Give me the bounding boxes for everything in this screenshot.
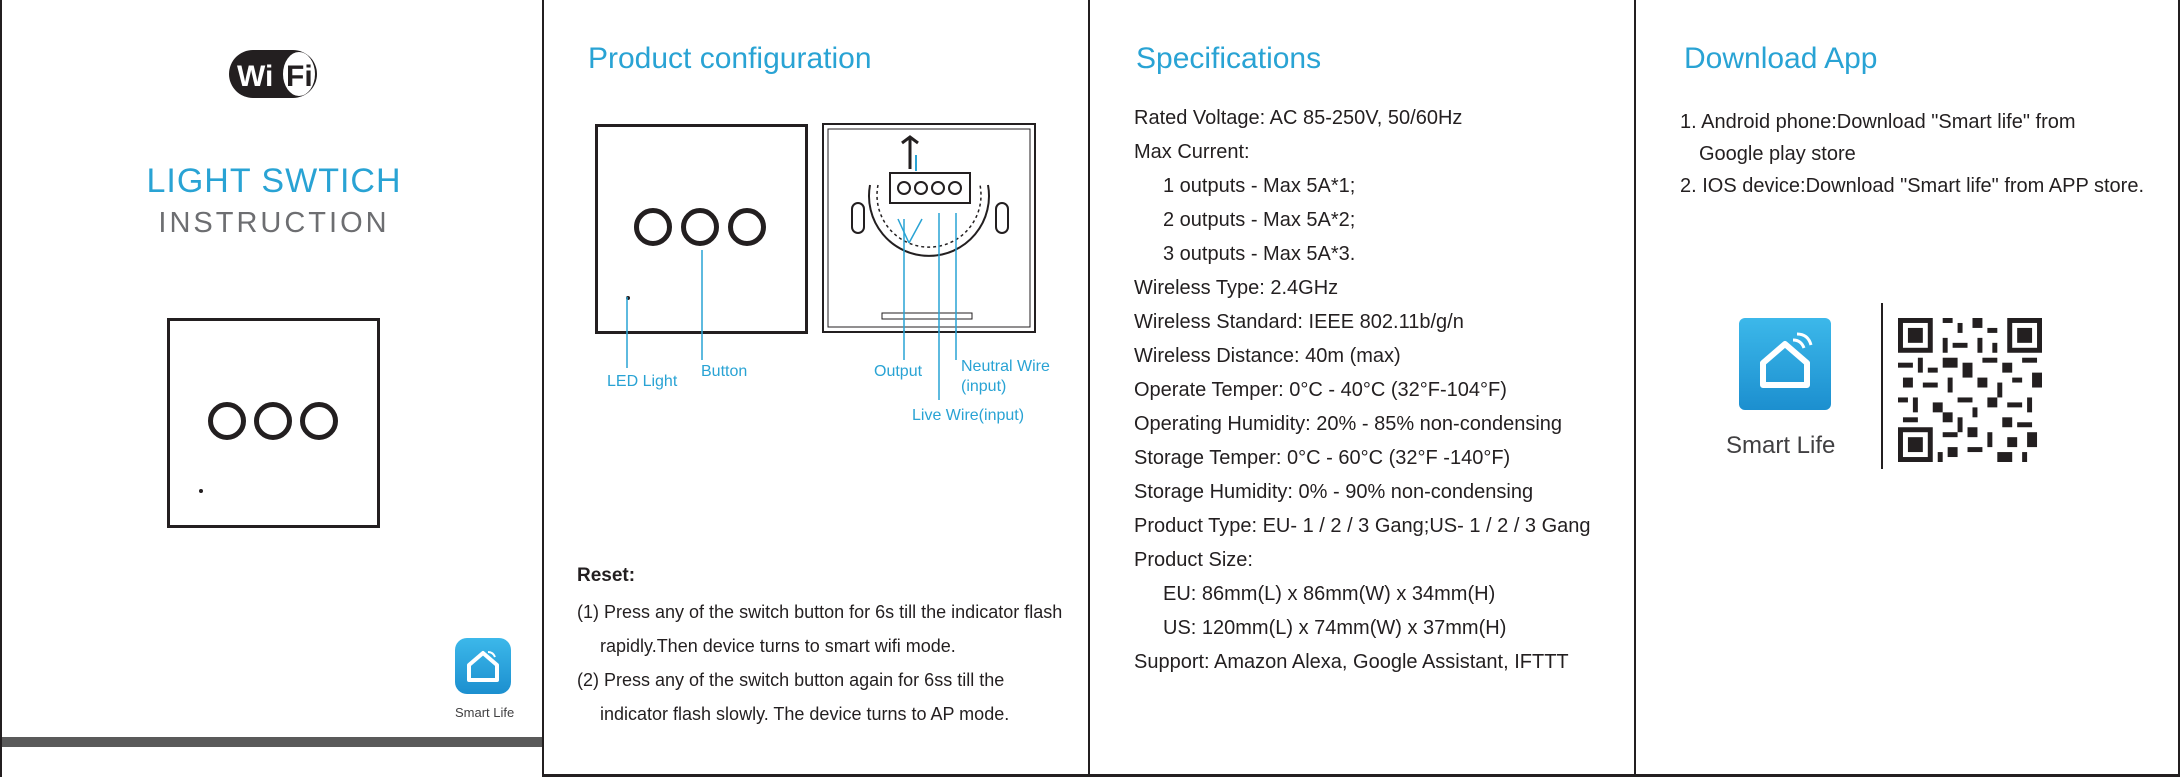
svg-text:Wi: Wi [237,60,274,93]
label-led-light: LED Light [607,373,678,390]
download-heading: Download App [1684,42,1878,75]
app-caption: Smart Life [455,705,515,720]
smart-life-app-icon [1739,318,1831,410]
specifications-panel [1088,0,1636,777]
spec-item: Storage Temper: 0°C - 60°C (32°F -140°F) [1134,447,1511,469]
spec-item: Product Type: EU- 1 / 2 / 3 Gang;US- 1 / 2 / 3 Gang [1134,515,1591,537]
divider [1881,303,1883,469]
configuration-panel [542,0,1090,777]
configuration-heading: Product configuration [588,42,872,75]
spec-item: 2 outputs - Max 5A*2; [1163,209,1356,231]
spec-item: EU: 86mm(L) x 86mm(W) x 34mm(H) [1163,583,1496,605]
download-line-1: 1. Android phone:Download "Smart life" from [1680,111,2076,133]
qr-code-icon [1898,318,2042,462]
spec-item: Support: Amazon Alexa, Google Assistant, IFTTT [1134,651,1569,673]
spec-item: Wireless Distance: 40m (max) [1134,345,1401,367]
switch-button-1 [208,402,246,440]
bottom-bar [2,737,544,747]
switch-button-3 [300,402,338,440]
house-icon [1739,318,1831,410]
smart-life-app-icon [455,638,511,694]
spec-item: 3 outputs - Max 5A*3. [1163,243,1356,265]
reset-line-2: rapidly.Then device turns to smart wifi mode. [600,636,956,656]
spec-item: Product Size: [1134,549,1253,571]
led-indicator [199,489,203,493]
label-live-wire: Live Wire(input) [912,407,1025,424]
switch-button-2 [254,402,292,440]
product-subtitle: INSTRUCTION [158,207,390,239]
specifications-heading: Specifications [1136,42,1322,75]
reset-line-1: (1) Press any of the switch button for 6s till the indicator flash [577,602,1063,622]
spec-list [1134,101,1591,679]
spec-item: 1 outputs - Max 5A*1; [1163,175,1356,197]
download-line-3: 2. IOS device:Download "Smart life" from APP store. [1680,175,2145,197]
spec-item: Operating Humidity: 20% - 85% non-condensing [1134,413,1563,435]
download-line-2: Google play store [1699,143,1856,165]
reset-title: Reset: [577,565,636,586]
label-output: Output [874,363,923,380]
switch-illustration [167,318,380,528]
spec-item: Wireless Type: 2.4GHz [1134,277,1339,299]
spec-item: Max Current: [1134,141,1250,163]
spec-item: US: 120mm(L) x 74mm(W) x 37mm(H) [1163,617,1507,639]
label-neutral-input: (input) [961,378,1007,395]
wifi-logo-icon [227,44,319,102]
label-neutral-wire: Neutral Wire [961,358,1050,375]
spec-item: Wireless Standard: IEEE 802.11b/g/n [1134,311,1464,333]
cover-panel [0,0,544,777]
house-icon [455,638,511,694]
svg-text:Fi: Fi [286,60,313,93]
spec-item: Operate Temper: 0°C - 40°C (32°F-104°F) [1134,379,1507,401]
label-button: Button [701,363,748,380]
product-title: LIGHT SWTICH [146,162,402,200]
download-panel [1634,0,2180,777]
app-caption: Smart Life [1726,432,1836,459]
reset-line-3: (2) Press any of the switch button again for 6ss till the [577,670,1005,690]
spec-item: Storage Humidity: 0% - 90% non-condensing [1134,481,1534,503]
reset-line-4: indicator flash slowly. The device turns to AP mode. [600,704,1010,724]
spec-item: Rated Voltage: AC 85-250V, 50/60Hz [1134,107,1463,129]
